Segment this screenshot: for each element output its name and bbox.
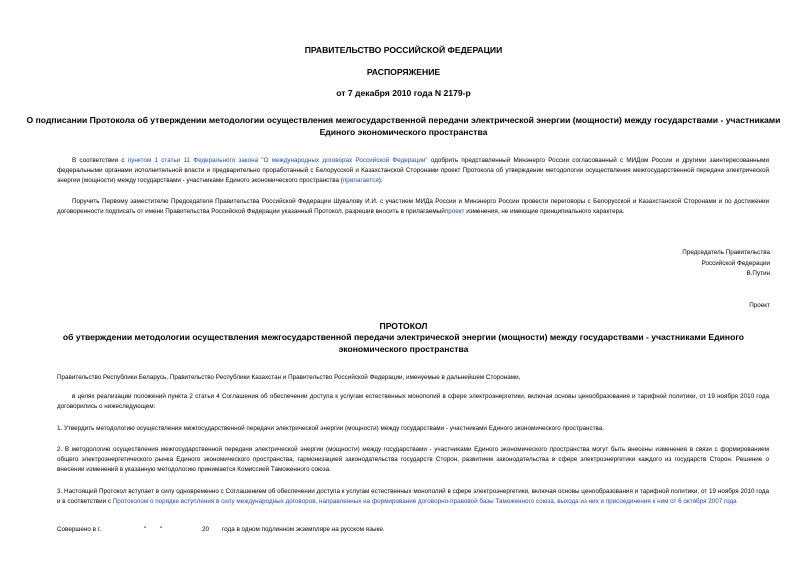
protocol-intro: Правительство Республики Беларусь, Правительство Республики Казахстан и Правительство Российской Федерации, именуемые в дальнейшем Сторонами, — [57, 374, 521, 381]
law-link[interactable]: пунктом 1 статьи 11 Федерального закона "О международных договорах Российской Федерации" — [127, 157, 428, 164]
done-year-prefix: 20 — [202, 526, 210, 533]
protocol-item-3-text: 3. Настоящий Протокол вступает в силу одновременно с Соглашением об обеспечении доступа к услугам естественных монополий в сфере электроэнергетики, включая основы ценообразования и тарифной политики, от 19 ноября 2010 года и в соответствии с — [57, 488, 769, 506]
signature-country: Российской Федерации — [701, 259, 770, 267]
attached-link[interactable]: прилагается — [342, 177, 379, 185]
project-label: Проект — [749, 302, 770, 309]
signature-block — [570, 248, 770, 280]
document-title: О подписании Протокола об утверждении методологии осуществления межгосударственной передачи электрической энергии (мощности) между государствами - участниками Единого экономического пространства — [26, 115, 781, 137]
order-paragraph-2 — [57, 197, 769, 217]
done-quote-close: " — [160, 526, 163, 533]
date-number: от 7 декабря 2010 года N 2179-р — [336, 88, 471, 98]
protocol-item-1: 1. Утвердить методологию осуществления межгосударственной передачи электрической энергии (мощности) между государствами - участниками Единого экономического пространства. — [57, 425, 605, 432]
government-name: ПРАВИТЕЛЬСТВО РОССИЙСКОЙ ФЕДЕРАЦИИ — [304, 45, 503, 55]
signature-name: В.Путин — [746, 270, 770, 277]
signature-position: Председатель Правительства — [682, 249, 770, 256]
done-quote-open: " — [144, 526, 147, 533]
protocol-preamble: в целях реализации положений пункта 2 статьи 4 Соглашения об обеспечении доступа к услугам естественных монополий в сфере электроэнергетики, включая основы ценообразования и тарифной политики, от 19 ноября 2010 года договорились о нижеследующем: — [57, 393, 769, 411]
document-type: РАСПОРЯЖЕНИЕ — [366, 67, 441, 77]
done-rest: года в одном подлинном экземпляре на русском языке. — [222, 526, 385, 533]
order-p2-text-2: изменения, не имеющие принципиального характера. — [464, 208, 625, 216]
entry-into-force-link[interactable]: Протоколом о порядке вступления в силу международных договоров, направленных на формирование договорно-правовой базы Таможенного союза, выхода из них и присоединения к ним от 6 октября 2007 года — [112, 498, 737, 506]
protocol-item-3 — [57, 487, 769, 507]
protocol-title: ПРОТОКОЛ — [379, 321, 428, 331]
project-link[interactable]: проект — [444, 208, 465, 216]
protocol-subtitle: об утверждении методологии осуществления межгосударственной передачи электрической энергии (мощности) между государствами - участниками Единого экономического пространства — [62, 332, 745, 354]
done-label: Совершено в г. — [57, 526, 101, 533]
order-p2-text-1: Поручить Первому заместителю Председателя Правительства Российской Федерации Шувалову И.И. с участием МИДа России и Минэнерго России провести переговоры с Белорусской и Казахстанской Сторонами и по достижении договоренности подписать от имени Правительства Российской Федерации указанный Протокол, разрешив вносить в прилагаемый — [57, 198, 769, 216]
order-p1-text-3: ). — [378, 177, 383, 185]
order-paragraph-1 — [57, 156, 769, 187]
order-p1-text-2: одобрить представленный Минэнерго России согласованный с МИДом России и другими заинтересованными федеральными органами исполнительной власти и предварительно проработанный с Белорусской и Казахстанской Сторонами проект Протокола об утверждении методологии осуществления межгосударственной передачи электрической энергии (мощности) между государствами - участниками Единого экономического пространства ( — [57, 157, 769, 185]
protocol-item-2: 2. В методологию осуществления межгосударственной передачи электрической энергии (мощности) между государствами - участниками Единого экономического пространства могут быть внесены изменения в связи с формированием общего электроэнергетического рынка Единого экономического пространства, гармонизацией законодательства государств Сторон, развитием законодательства в сфере электроэнергетики каждого из государств Сторон. Решение о внесении изменений в указанную методологию принимается Комиссией Таможенного союза. — [57, 446, 769, 474]
order-p1-text-1: В соответствии с — [72, 157, 128, 164]
